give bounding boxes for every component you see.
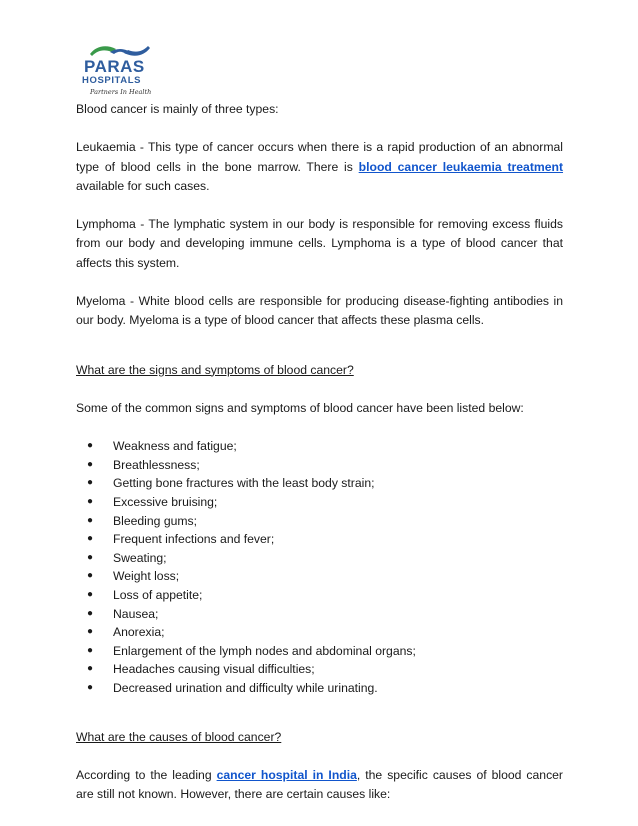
bullet-icon: ● [87,589,94,601]
list-item [76,623,563,642]
list-item [76,679,563,698]
list-item [76,549,563,568]
bullet-icon: ● [87,607,94,619]
list-item [76,474,563,493]
list-item [76,437,563,456]
document-body [76,100,563,804]
logo-name: PARAS [84,57,145,76]
bullet-icon: ● [87,477,94,489]
list-item [76,456,563,475]
bullet-icon: ● [87,551,94,563]
list-item [76,493,563,512]
bullet-icon: ● [87,663,94,675]
leukaemia-paragraph [76,138,563,196]
list-item [76,642,563,661]
paras-hospitals-logo [76,36,166,100]
bullet-icon: ● [87,496,94,508]
cancer-hospital-link[interactable]: cancer hospital in India [216,767,357,782]
leukaemia-text: Leukaemia - This type of cancer occurs when there is a rapid production of an abnormal type of blood cells in the bone marrow. There is [76,140,563,174]
bullet-icon: ● [87,440,94,452]
leukaemia-text-end: available for such cases. [76,178,210,193]
symptom-text: Sweating; [113,550,167,565]
symptom-text: Anorexia; [113,625,165,640]
causes-paragraph [76,766,563,805]
bullet-icon: ● [87,644,94,656]
bullet-icon: ● [87,458,94,470]
symptoms-list [76,437,563,697]
symptom-text: Excessive bruising; [113,495,218,510]
bullet-icon: ● [87,681,94,693]
list-item [76,586,563,605]
signs-heading: What are the signs and symptoms of blood cancer? [76,362,354,377]
symptom-text: Breathlessness; [113,457,200,472]
intro-paragraph: Blood cancer is mainly of three types: [76,102,279,116]
lymphoma-paragraph: Lymphoma - The lymphatic system in our body is responsible for removing excess fluids from our body and developing immune cells. Lymphoma is a type of blood cancer that affects this system. [76,217,563,270]
signs-intro-paragraph: Some of the common signs and symptoms of blood cancer have been listed below: [76,400,524,415]
symptom-text: Weight loss; [113,569,180,584]
causes-text: According to the leading [76,767,217,782]
causes-heading: What are the causes of blood cancer? [76,729,282,744]
list-item [76,660,563,679]
list-item [76,530,563,549]
symptom-text: Frequent infections and fever; [113,532,275,547]
symptom-text: Getting bone fractures with the least body strain; [113,476,375,491]
list-item [76,567,563,586]
symptom-text: Weakness and fatigue; [113,439,237,454]
list-item [76,605,563,624]
symptom-text: Decreased urination and difficulty while urinating. [113,680,378,695]
bullet-icon: ● [87,514,94,526]
causes-text-end: , the specific causes of blood cancer are still not known. However, there are certain causes like: [76,767,563,802]
leukaemia-treatment-link[interactable]: blood cancer leukaemia treatment [358,159,564,174]
bullet-icon: ● [87,626,94,638]
symptom-text: Bleeding gums; [113,513,198,528]
symptom-text: Nausea; [113,606,159,621]
symptom-text: Loss of appetite; [113,588,203,603]
list-item [76,512,563,531]
logo-tagline: Partners In Health [90,88,152,96]
bullet-icon: ● [87,570,94,582]
myeloma-paragraph: Myeloma - White blood cells are responsible for producing disease-fighting antibodies in our body. Myeloma is a type of blood cancer that affects these plasma cells. [76,294,563,328]
symptom-text: Enlargement of the lymph nodes and abdominal organs; [113,643,416,658]
bullet-icon: ● [87,533,94,545]
logo-subtitle: HOSPITALS [82,75,142,86]
symptom-text: Headaches causing visual difficulties; [113,662,315,677]
